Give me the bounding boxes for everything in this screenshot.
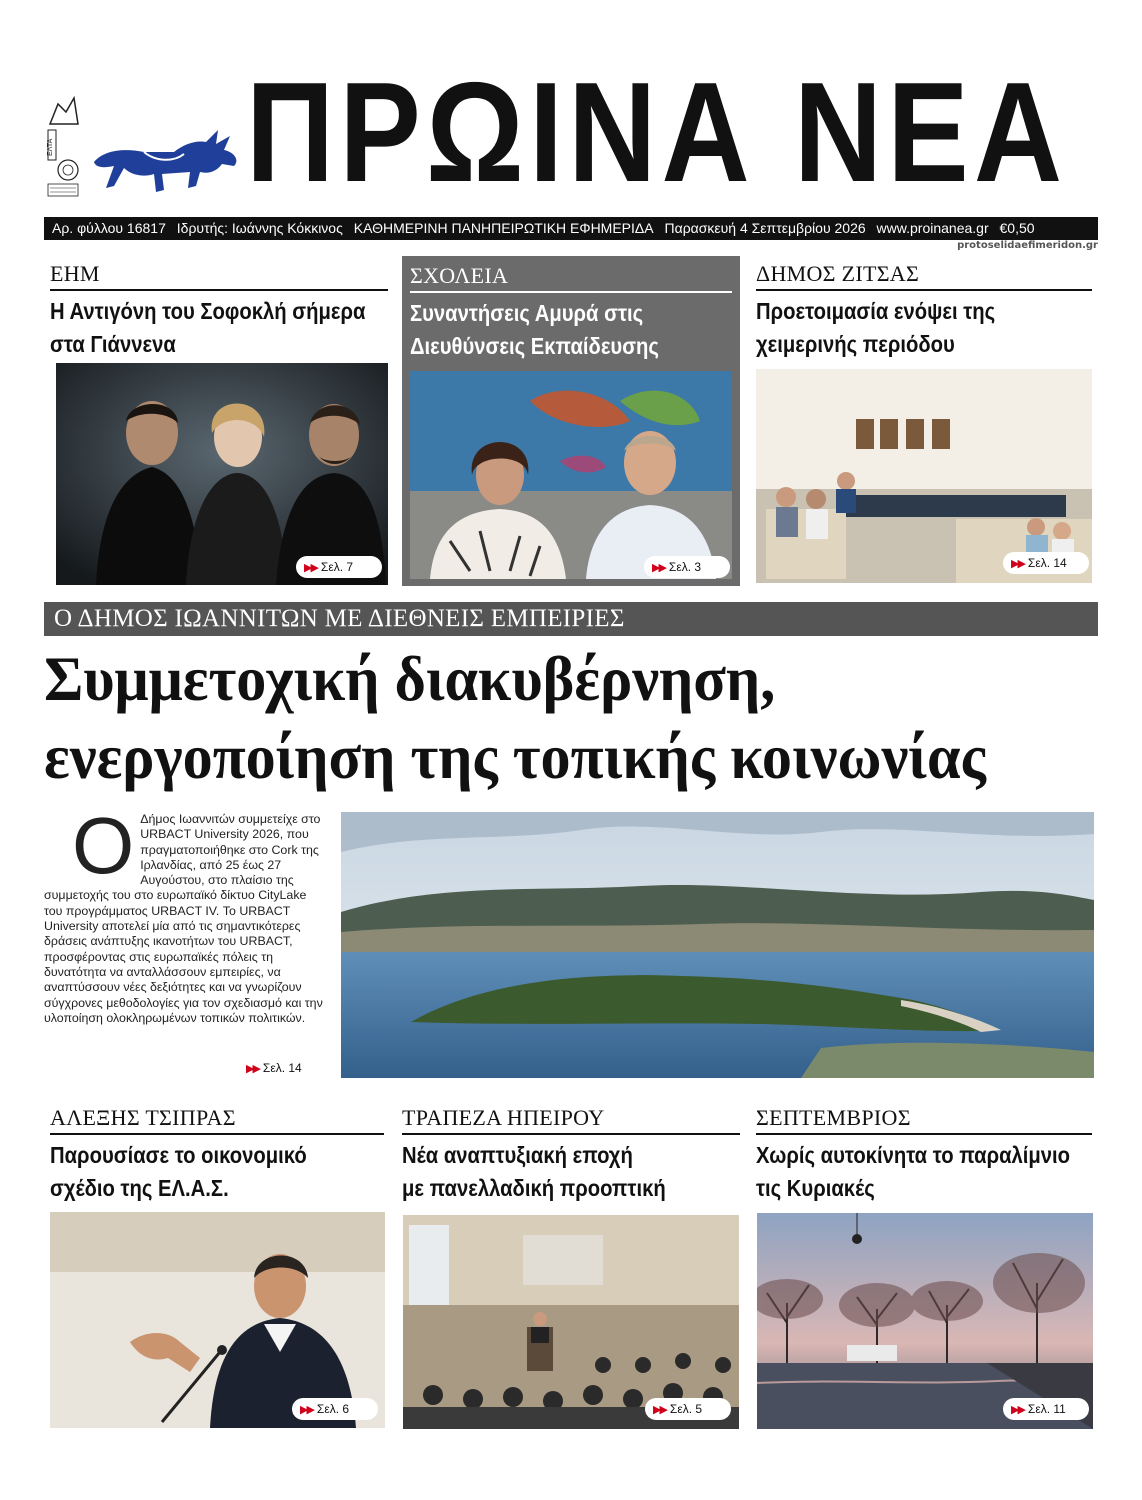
page-number: Σελ. 6 bbox=[316, 1402, 350, 1416]
headline-line: Παρουσίασε το οικονομικό bbox=[50, 1142, 307, 1168]
page-number: Σελ. 3 bbox=[668, 560, 702, 574]
newspaper-title: ΠΡΩΙΝΑ ΝΕΑ bbox=[246, 53, 1068, 212]
lake-island-photo bbox=[341, 812, 1094, 1078]
teaser-headline[interactable] bbox=[756, 1139, 1093, 1205]
page-number: Σελ. 7 bbox=[320, 560, 354, 574]
double-arrow-icon: ▶▶ bbox=[653, 1404, 666, 1416]
headline-line: Συναντήσεις Αμυρά στις bbox=[410, 300, 644, 326]
main-story-body bbox=[44, 801, 324, 1076]
postal-stamp-icon bbox=[44, 94, 82, 198]
teaser-kicker: ΕΗΜ bbox=[50, 260, 388, 291]
page-number: Σελ. 14 bbox=[262, 1061, 302, 1075]
page-reference[interactable] bbox=[296, 556, 382, 578]
issue-number: Αρ. φύλλου 16817 bbox=[52, 220, 166, 236]
drop-cap: Ο bbox=[72, 801, 135, 890]
website-link[interactable]: www.proinanea.gr bbox=[876, 220, 989, 236]
teaser-dimos-zitsas[interactable] bbox=[756, 260, 1092, 361]
main-story-kicker: Ο ΔΗΜΟΣ ΙΩΑΝΝΙΤΩΝ ΜΕ ΔΙΕΘΝΕΙΣ ΕΜΠΕΙΡΙΕΣ bbox=[44, 602, 1098, 636]
double-arrow-icon: ▶▶ bbox=[1011, 1404, 1024, 1416]
headline-line: με πανελλαδική προοπτική bbox=[402, 1175, 666, 1201]
headline-line: τις Κυριακές bbox=[756, 1175, 875, 1201]
double-arrow-icon: ▶▶ bbox=[246, 1063, 259, 1075]
headline-line: Διευθύνσεις Εκπαίδευσης bbox=[410, 333, 659, 359]
double-arrow-icon: ▶▶ bbox=[1011, 558, 1024, 570]
politician-speech-photo bbox=[50, 1212, 385, 1428]
teaser-headline[interactable] bbox=[50, 1139, 385, 1205]
headline-line: στα Γιάννενα bbox=[50, 331, 176, 357]
main-headline[interactable] bbox=[44, 640, 1078, 796]
page-reference[interactable] bbox=[1003, 1398, 1089, 1420]
teaser-kicker: ΔΗΜΟΣ ΖΙΤΣΑΣ bbox=[756, 260, 1092, 291]
teaser-headline[interactable] bbox=[50, 295, 389, 361]
goat-logo-icon bbox=[84, 122, 244, 198]
page-reference[interactable] bbox=[246, 1061, 302, 1075]
teaser-trapeza-ipeirou[interactable] bbox=[402, 1104, 740, 1205]
headline-line: Προετοιμασία ενόψει της bbox=[756, 298, 996, 324]
article-text: Δήμος Ιωαννιτών συμμετείχε στο URBACT University 2026, που πραγματοποιήθηκε στο Cork της Ιρλανδίας, από 25 έως 27 Αυγούστου, στο πλαίσιο της συμμετοχής του στο ευρωπαϊκό δίκτυο CityLake του προγράμματος URBACT IV. Το URBACT University αποτελεί μία από τις σημαντικότερες δράσεις ανάπτυξης ικανοτήτων του URBACT, προσφέροντας στις ευρωπαϊκές πόλεις τη δυνατότητα να ανταλλάσσουν εμπειρίες, να αναπτύσσουν νέες δεξιότητες και να γνωρίζουν σύγχρονες μεθοδολογίες για τον σχεδιασμό και την υλοποίηση ολοκληρωμένων τοπικών πολιτικών. bbox=[44, 812, 323, 1025]
headline-line: Νέα αναπτυξιακή εποχή bbox=[402, 1142, 633, 1168]
page-reference[interactable] bbox=[644, 556, 730, 578]
theatre-actors-photo bbox=[56, 363, 388, 585]
page-reference[interactable] bbox=[645, 1398, 731, 1420]
double-arrow-icon: ▶▶ bbox=[652, 562, 665, 574]
teaser-kicker: ΣΧΟΛΕΙΑ bbox=[410, 262, 732, 293]
page-number: Σελ. 5 bbox=[669, 1402, 703, 1416]
issue-info-bar bbox=[44, 217, 1098, 240]
teaser-headline[interactable] bbox=[410, 297, 733, 363]
teaser-headline[interactable] bbox=[756, 295, 1093, 361]
council-room-photo bbox=[756, 369, 1092, 583]
teaser-kicker: ΣΕΠΤΕΜΒΡΙΟΣ bbox=[756, 1104, 1092, 1135]
teaser-kicker: ΤΡΑΠΕΖΑ ΗΠΕΙΡΟΥ bbox=[402, 1104, 740, 1135]
double-arrow-icon: ▶▶ bbox=[300, 1404, 313, 1416]
page-reference[interactable] bbox=[292, 1398, 378, 1420]
masthead bbox=[44, 53, 1098, 212]
svg-text:ΕΛΤΑ: ΕΛΤΑ bbox=[47, 138, 54, 156]
page-number: Σελ. 11 bbox=[1027, 1402, 1066, 1416]
headline-line: χειμερινής περιόδου bbox=[756, 331, 955, 357]
headline-line: Συμμετοχική διακυβέρνηση, bbox=[44, 643, 776, 714]
double-arrow-icon: ▶▶ bbox=[304, 562, 317, 574]
school-meeting-photo bbox=[410, 371, 732, 579]
paper-descriptor: ΚΑΘΗΜΕΡΙΝΗ ΠΑΝΗΠΕΙΡΩΤΙΚΗ ΕΦΗΜΕΡΙΔΑ bbox=[353, 220, 654, 236]
teaser-septemvrios[interactable] bbox=[756, 1104, 1092, 1205]
bank-conference-photo bbox=[403, 1215, 739, 1429]
headline-line: σχέδιο της ΕΛ.Α.Σ. bbox=[50, 1175, 229, 1201]
teaser-alexis-tsipras[interactable] bbox=[50, 1104, 384, 1205]
headline-line: Η Αντιγόνη του Σοφοκλή σήμερα bbox=[50, 298, 366, 324]
founder: Ιδρυτής: Ιωάννης Κόκκινος bbox=[176, 220, 343, 236]
teaser-ehm[interactable] bbox=[50, 260, 388, 361]
issue-date: Παρασκευή 4 Σεπτεμβρίου 2026 bbox=[664, 220, 866, 236]
headline-line: ενεργοποίηση της τοπικής κοινωνίας bbox=[44, 721, 986, 792]
page-reference[interactable] bbox=[1003, 552, 1089, 574]
lakeside-promenade-photo bbox=[757, 1213, 1093, 1429]
page-number: Σελ. 14 bbox=[1027, 556, 1067, 570]
watermark: protoselidaefimeridon.gr bbox=[957, 240, 1098, 251]
price: €0,50 bbox=[999, 220, 1035, 236]
teaser-kicker: ΑΛΕΞΗΣ ΤΣΙΠΡΑΣ bbox=[50, 1104, 384, 1135]
teaser-headline[interactable] bbox=[402, 1139, 741, 1205]
headline-line: Χωρίς αυτοκίνητα το παραλίμνιο bbox=[756, 1142, 1071, 1168]
